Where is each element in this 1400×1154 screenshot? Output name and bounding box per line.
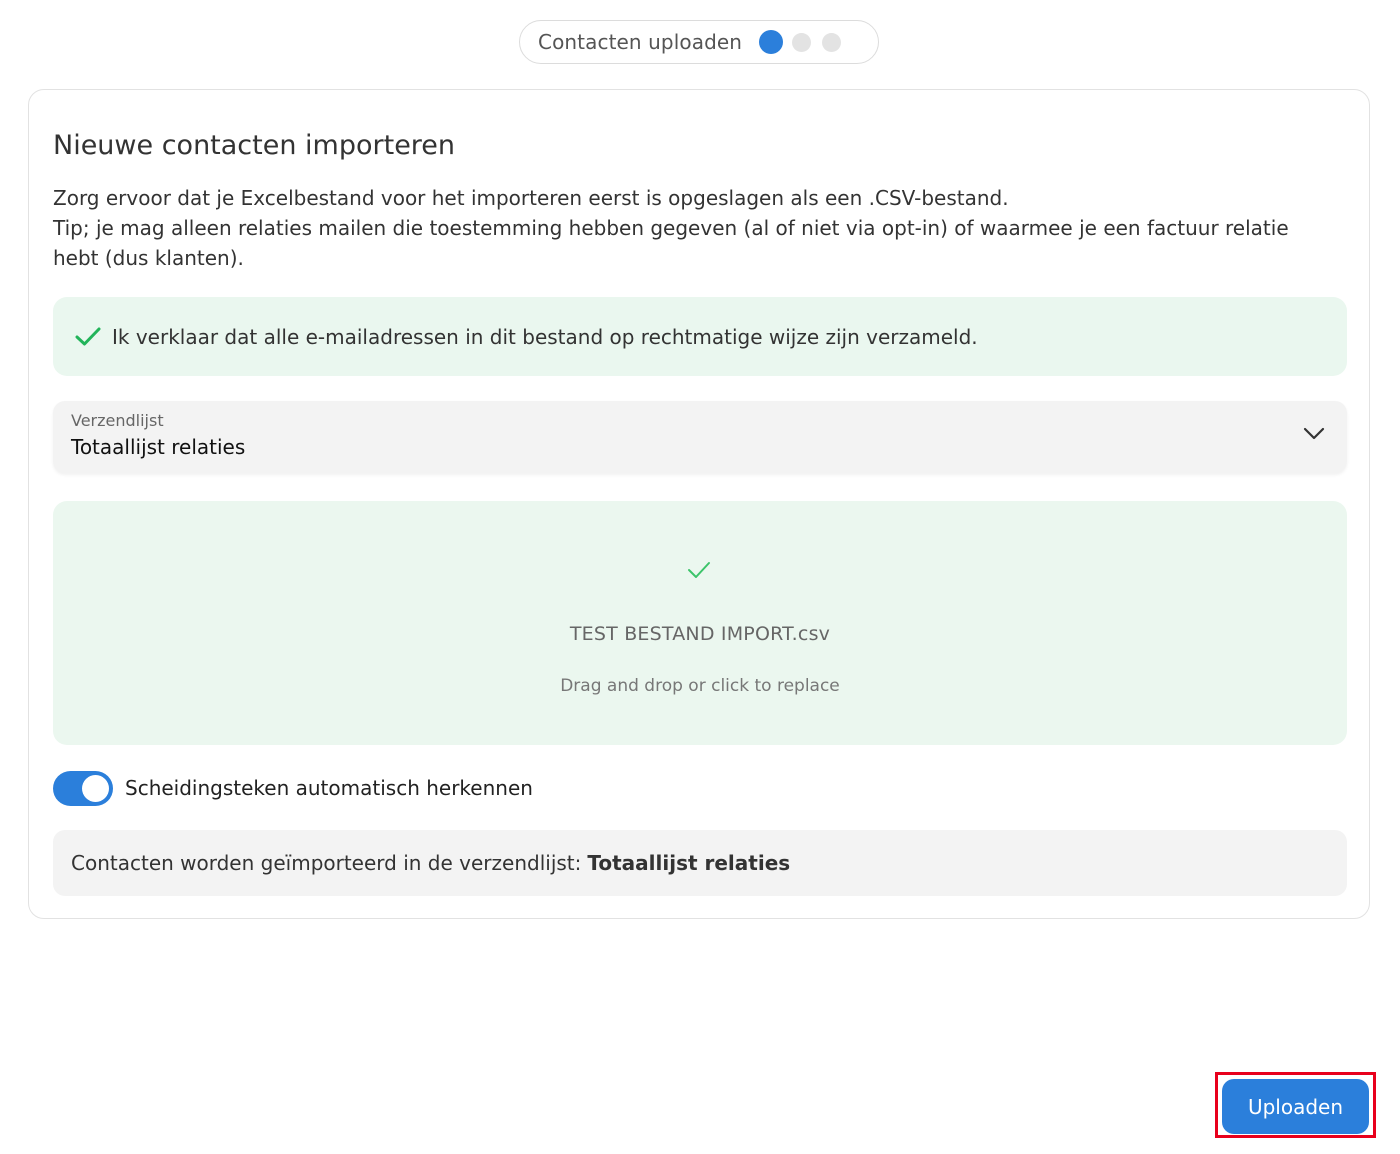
upload-button[interactable]: Uploaden <box>1222 1079 1369 1134</box>
step-dots <box>759 30 852 54</box>
step-dot-3 <box>822 33 841 52</box>
chevron-down-icon <box>1303 426 1325 440</box>
toggle-knob <box>82 775 109 802</box>
import-info-text: Contacten worden geïmporteerd in de verzendlijst: <box>71 851 582 875</box>
import-info-list-name: Totaallijst relaties <box>587 851 791 875</box>
intro-line-2: Tip; je mag alleen relaties mailen die toestemming hebben gegeven (al of niet via opt-in) of waarmee je een factuur relatie hebt (dus klanten). <box>53 216 1289 270</box>
intro-text <box>53 183 1313 273</box>
import-card <box>28 89 1370 919</box>
mailing-list-select[interactable] <box>53 401 1347 473</box>
consent-label: Ik verklaar dat alle e-mailadressen in dit bestand op rechtmatige wijze zijn verzameld. <box>112 324 978 349</box>
uploaded-filename: TEST BESTAND IMPORT.csv <box>569 623 831 645</box>
checkmark-icon <box>75 326 101 348</box>
auto-delimiter-toggle[interactable] <box>53 771 113 806</box>
upload-success-check-icon <box>687 561 711 579</box>
mailing-list-label: Verzendlijst <box>71 411 164 430</box>
dropzone-hint: Drag and drop or click to replace <box>560 676 840 696</box>
progress-stepper <box>519 20 879 64</box>
auto-delimiter-row <box>53 770 533 806</box>
consent-checkbox[interactable] <box>53 297 1347 376</box>
stepper-label: Contacten uploaden <box>538 30 743 54</box>
auto-delimiter-label: Scheidingsteken automatisch herkennen <box>125 776 533 800</box>
file-dropzone[interactable] <box>53 501 1347 745</box>
upload-button-highlight <box>1215 1072 1376 1138</box>
import-info-box <box>53 830 1347 896</box>
step-dot-2 <box>792 33 811 52</box>
intro-line-1: Zorg ervoor dat je Excelbestand voor het importeren eerst is opgeslagen als een .CSV-bestand. <box>53 186 1009 210</box>
page-title: Nieuwe contacten importeren <box>53 130 456 161</box>
mailing-list-value: Totaallijst relaties <box>71 435 246 459</box>
step-dot-1-active <box>759 30 783 54</box>
